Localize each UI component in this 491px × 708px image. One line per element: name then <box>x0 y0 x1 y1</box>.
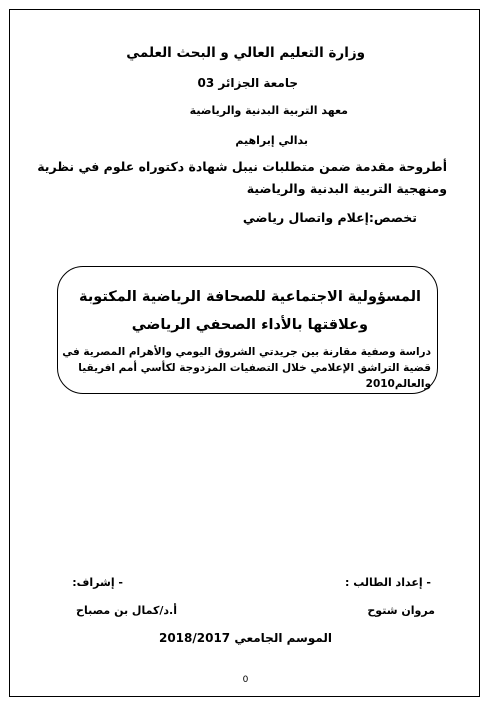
supervisor-name: أ.د/كمال بن مصباح <box>76 604 177 617</box>
title-line-2: وعلاقتها بالأداء الصحفي الرياضي <box>131 317 368 333</box>
subtitle-line-3: والعالم2010 <box>365 378 431 390</box>
student-name: مروان شتوح <box>367 604 435 617</box>
student-label: - إعداد الطالب : <box>344 576 431 589</box>
thesis-line-2: ومنهجية التربية البدنية والرياضية <box>246 181 447 196</box>
university-name: جامعة الجزائر 03 <box>197 76 298 90</box>
academic-year: الموسم الجامعي 2018/2017 <box>158 631 333 645</box>
subtitle-line-1: دراسة وصفية مقارنة بين جريدتي الشروق اليومي والأهرام المصرية في <box>62 346 431 358</box>
title-line-1: المسؤولية الاجتماعية للصحافة الرياضية المكتوبة <box>79 289 421 305</box>
author-name: بدالي إبراهيم <box>235 134 308 147</box>
subtitle-line-2: قضية التراشق الإعلامي خلال التصفيات المزدوجة لكأسي أمم افريقيا <box>78 362 431 374</box>
supervisor-label: - إشراف: <box>72 576 123 589</box>
thesis-line-1: أطروحة مقدمة ضمن متطلبات نيبل شهادة دكتوراه علوم في نظرية <box>37 159 447 174</box>
ministry-name: وزارة التعليم العالي و البحث العلمي <box>126 45 365 61</box>
specialty: تخصص:إعلام واتصال رياضي <box>242 210 417 225</box>
page-number: 0 <box>242 675 249 685</box>
institute-name: معهد التربية البدنية والرياضية <box>189 104 348 117</box>
